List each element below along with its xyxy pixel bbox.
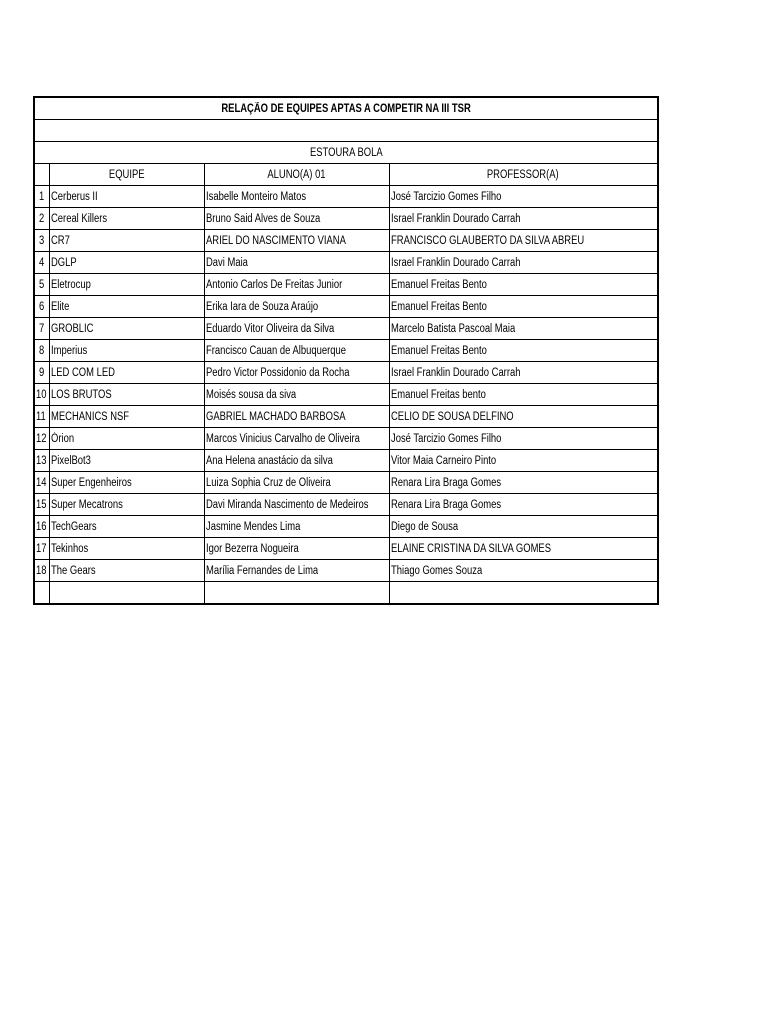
student-name: Luiza Sophia Cruz de Oliveira bbox=[204, 472, 389, 494]
team-name: TechGears bbox=[49, 516, 204, 538]
teacher-name: Vitor Maia Carneiro Pinto bbox=[389, 450, 658, 472]
empty-cell bbox=[389, 582, 658, 605]
student-name: Eduardo Vitor Oliveira da Silva bbox=[204, 318, 389, 340]
teacher-name: Emanuel Freitas bento bbox=[389, 384, 658, 406]
teacher-name: Renara Lira Braga Gomes bbox=[389, 494, 658, 516]
table-row bbox=[34, 208, 658, 230]
teacher-name: CELIO DE SOUSA DELFINO bbox=[389, 406, 658, 428]
header-row bbox=[34, 164, 658, 186]
teacher-name: Renara Lira Braga Gomes bbox=[389, 472, 658, 494]
team-name: Cereal Killers bbox=[49, 208, 204, 230]
student-name: Davi Maia bbox=[204, 252, 389, 274]
student-name: GABRIEL MACHADO BARBOSA bbox=[204, 406, 389, 428]
student-name: Davi Miranda Nascimento de Medeiros bbox=[204, 494, 389, 516]
row-number: 9 bbox=[34, 362, 49, 384]
teacher-name: Israel Franklin Dourado Carrah bbox=[389, 252, 658, 274]
teacher-name: José Tarcizio Gomes Filho bbox=[389, 428, 658, 450]
row-number: 6 bbox=[34, 296, 49, 318]
team-name: LED COM LED bbox=[49, 362, 204, 384]
table-row bbox=[34, 252, 658, 274]
row-number: 2 bbox=[34, 208, 49, 230]
team-name: Super Engenheiros bbox=[49, 472, 204, 494]
table-row bbox=[34, 450, 658, 472]
table-row bbox=[34, 516, 658, 538]
table-row bbox=[34, 318, 658, 340]
row-number: 16 bbox=[34, 516, 49, 538]
team-name: MECHANICS NSF bbox=[49, 406, 204, 428]
row-number: 15 bbox=[34, 494, 49, 516]
team-name: DGLP bbox=[49, 252, 204, 274]
student-name: Jasmine Mendes Lima bbox=[204, 516, 389, 538]
row-number: 13 bbox=[34, 450, 49, 472]
row-number: 14 bbox=[34, 472, 49, 494]
teacher-name: José Tarcizio Gomes Filho bbox=[389, 186, 658, 208]
team-name: Imperius bbox=[49, 340, 204, 362]
category-row bbox=[34, 142, 658, 164]
empty-cell bbox=[204, 582, 389, 605]
student-name: Ana Helena anastácio da silva bbox=[204, 450, 389, 472]
table-row bbox=[34, 340, 658, 362]
teacher-name: Marcelo Batista Pascoal Maia bbox=[389, 318, 658, 340]
student-name: Marília Fernandes de Lima bbox=[204, 560, 389, 582]
row-number: 10 bbox=[34, 384, 49, 406]
table-row bbox=[34, 274, 658, 296]
table-row bbox=[34, 538, 658, 560]
teacher-name: FRANCISCO GLAUBERTO DA SILVA ABREU bbox=[389, 230, 658, 252]
header-professor: PROFESSOR(A) bbox=[389, 164, 658, 186]
teacher-name: Diego de Sousa bbox=[389, 516, 658, 538]
team-name: Tekinhos bbox=[49, 538, 204, 560]
student-name: Pedro Victor Possidonio da Rocha bbox=[204, 362, 389, 384]
student-name: ARIEL DO NASCIMENTO VIANA bbox=[204, 230, 389, 252]
student-name: Antonio Carlos De Freitas Junior bbox=[204, 274, 389, 296]
blank-cell bbox=[34, 120, 658, 142]
team-name: Elite bbox=[49, 296, 204, 318]
row-number: 1 bbox=[34, 186, 49, 208]
student-name: Marcos Vinicius Carvalho de Oliveira bbox=[204, 428, 389, 450]
teacher-name: Israel Franklin Dourado Carrah bbox=[389, 208, 658, 230]
team-name: CR7 bbox=[49, 230, 204, 252]
sheet-title: RELAÇÃO DE EQUIPES APTAS A COMPETIR NA III TSR bbox=[34, 97, 658, 120]
student-name: Francisco Cauan de Albuquerque bbox=[204, 340, 389, 362]
empty-row bbox=[34, 582, 658, 605]
team-name: PixelBot3 bbox=[49, 450, 204, 472]
header-aluno: ALUNO(A) 01 bbox=[204, 164, 389, 186]
teacher-name: Thiago Gomes Souza bbox=[389, 560, 658, 582]
table-row bbox=[34, 296, 658, 318]
table-row bbox=[34, 362, 658, 384]
student-name: Isabelle Monteiro Matos bbox=[204, 186, 389, 208]
student-name: Erika Iara de Souza Araújo bbox=[204, 296, 389, 318]
header-num-cell bbox=[34, 164, 49, 186]
row-number: 18 bbox=[34, 560, 49, 582]
empty-cell bbox=[34, 582, 49, 605]
row-number: 8 bbox=[34, 340, 49, 362]
team-name: Eletrocup bbox=[49, 274, 204, 296]
table-row bbox=[34, 472, 658, 494]
table-row bbox=[34, 230, 658, 252]
header-equipe: EQUIPE bbox=[49, 164, 204, 186]
row-number: 5 bbox=[34, 274, 49, 296]
team-name: The Gears bbox=[49, 560, 204, 582]
table-row bbox=[34, 406, 658, 428]
team-name: LOS BRUTOS bbox=[49, 384, 204, 406]
blank-row bbox=[34, 120, 658, 142]
student-name: Igor Bezerra Nogueira bbox=[204, 538, 389, 560]
table-row bbox=[34, 186, 658, 208]
title-row bbox=[34, 97, 658, 120]
student-name: Bruno Said Alves de Souza bbox=[204, 208, 389, 230]
empty-cell bbox=[49, 582, 204, 605]
team-name: Órion bbox=[49, 428, 204, 450]
table-row bbox=[34, 494, 658, 516]
teacher-name: Emanuel Freitas Bento bbox=[389, 340, 658, 362]
teams-table bbox=[33, 96, 659, 605]
student-name: Moisés sousa da siva bbox=[204, 384, 389, 406]
category-label: ESTOURA BOLA bbox=[34, 142, 658, 164]
teacher-name: Israel Franklin Dourado Carrah bbox=[389, 362, 658, 384]
table-row bbox=[34, 560, 658, 582]
teacher-name: Emanuel Freitas Bento bbox=[389, 296, 658, 318]
row-number: 3 bbox=[34, 230, 49, 252]
team-name: GROBLIC bbox=[49, 318, 204, 340]
teacher-name: ELAINE CRISTINA DA SILVA GOMES bbox=[389, 538, 658, 560]
table-row bbox=[34, 384, 658, 406]
teacher-name: Emanuel Freitas Bento bbox=[389, 274, 658, 296]
row-number: 11 bbox=[34, 406, 49, 428]
row-number: 12 bbox=[34, 428, 49, 450]
table-row bbox=[34, 428, 658, 450]
row-number: 4 bbox=[34, 252, 49, 274]
team-name: Super Mecatrons bbox=[49, 494, 204, 516]
row-number: 7 bbox=[34, 318, 49, 340]
row-number: 17 bbox=[34, 538, 49, 560]
team-name: Cerberus II bbox=[49, 186, 204, 208]
